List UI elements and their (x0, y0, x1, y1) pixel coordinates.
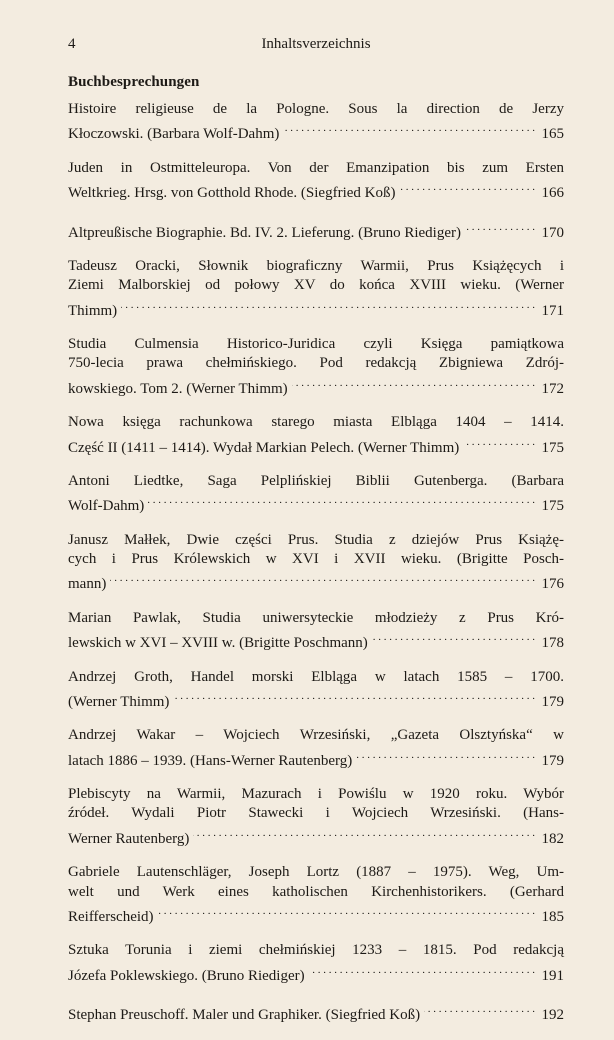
toc-page-number: 179 (541, 752, 564, 769)
toc-entry-last-line (68, 746, 564, 771)
toc-entry-line: Janusz Małłek, Dwie części Prus. Studia z dziejów Prus Książę- (68, 531, 564, 548)
dot-leader (424, 1000, 535, 1019)
toc-entry-text: Wolf-Dahm) (68, 498, 145, 515)
toc-entry-line: Gabriele Lautenschläger, Joseph Lortz (1887 – 1975). Weg, Um- (68, 864, 564, 881)
toc-page-number: 191 (541, 967, 564, 984)
toc-page-number: 170 (541, 224, 564, 241)
page-number: 4 (68, 36, 76, 52)
toc-entry-text: Altpreußische Biographie. Bd. IV. 2. Lieferung. (Bruno Riediger) (68, 224, 461, 241)
dot-leader (463, 433, 535, 452)
toc-entry-text: latach 1886 – 1939. (Hans-Werner Rautenberg) (68, 752, 353, 769)
toc-entry (68, 609, 564, 654)
toc-entry-line: źródeł. Wydali Piotr Stawecki i Wojciech Wrzesiński. (Hans- (68, 805, 564, 822)
toc-entry-last-line (68, 119, 564, 144)
toc-entry-line: welt und Werk eines katholischen Kirchenhistorikers. (Gerhard (68, 883, 564, 900)
toc-entry-last-line (68, 824, 564, 849)
toc-entry-line: Histoire religieuse de la Pologne. Sous la direction de Jerzy (68, 101, 564, 117)
running-title: Inhaltsverzeichnis (261, 36, 371, 52)
toc-entry-line: Juden in Ostmitteleuropa. Von der Emanzipation bis zum Ersten (68, 159, 564, 176)
toc-page-number: 172 (541, 380, 564, 397)
toc-entry-text: kowskiego. Tom 2. (Werner Thimm) (68, 380, 288, 397)
toc-page-number: 175 (541, 498, 564, 515)
toc-entry-last-line (68, 433, 564, 458)
toc-entry-last-line (68, 374, 564, 399)
toc-entry-text: Józefa Poklewskiego. (Bruno Riediger) (68, 967, 305, 984)
section-heading: Buchbesprechungen (68, 74, 200, 90)
toc-page-number: 175 (541, 439, 564, 456)
toc-entry-last-line (68, 1000, 564, 1025)
toc-entry-last-line (68, 491, 564, 516)
toc-entry (68, 1000, 564, 1025)
toc-entry-line: Plebiscyty na Warmii, Mazurach i Powiślu w 1920 roku. Wybór (68, 786, 564, 803)
toc-entry-list (68, 100, 564, 1040)
toc-entry (68, 413, 564, 458)
toc-entry-text: lewskich w XVI – XVIII w. (Brigitte Poschmann) (68, 635, 368, 652)
toc-entry-line: Nowa księga rachunkowa starego miasta Elbląga 1404 – 1414. (68, 414, 564, 431)
toc-entry (68, 159, 564, 204)
toc-entry (68, 941, 564, 986)
dot-leader (309, 961, 535, 980)
toc-entry-line: Antoni Liedtke, Saga Pelplińskiej Biblii Gutenberga. (Barbara (68, 472, 564, 489)
toc-page-number: 179 (541, 693, 564, 710)
toc-page-number: 178 (541, 635, 564, 652)
toc-entry-text: (Werner Thimm) (68, 693, 170, 710)
toc-entry-line: Andrzej Wakar – Wojciech Wrzesiński, „Gazeta Olsztyńska“ w (68, 727, 564, 744)
toc-entry-text: Werner Rautenberg) (68, 830, 190, 847)
toc-entry (68, 472, 564, 517)
toc-entry-line: Studia Culmensia Historico-Juridica czyli Księga pamiątkowa (68, 336, 564, 353)
dot-leader (292, 374, 535, 393)
toc-entry (68, 531, 564, 595)
toc-entry (68, 257, 564, 321)
dot-leader (121, 296, 535, 315)
toc-entry-last-line (68, 178, 564, 203)
toc-entry-text: Stephan Preuschoff. Maler und Graphiker. (Siegfried Koß) (68, 1007, 421, 1024)
running-header (68, 36, 564, 56)
toc-entry-text: mann) (68, 576, 107, 593)
toc-entry-line: Ziemi Malborskiej od połowy XV do końca XVIII wieku. (Werner (68, 277, 564, 294)
toc-entry-last-line (68, 687, 564, 712)
toc-entry-line: Sztuka Torunia i ziemi chełmińskiej 1233 – 1815. Pod redakcją (68, 942, 564, 959)
toc-entry (68, 218, 564, 243)
toc-entry-line: 750-lecia prawa chełmińskiego. Pod redakcją Zbigniewa Zdrój- (68, 355, 564, 372)
toc-page-number: 166 (541, 185, 564, 202)
dot-leader (193, 824, 535, 843)
dot-leader (372, 628, 535, 647)
toc-entry (68, 335, 564, 399)
toc-page-number: 171 (541, 302, 564, 319)
dot-leader (283, 119, 535, 138)
toc-entry (68, 726, 564, 771)
dot-leader (148, 491, 535, 510)
toc-entry-text: Thimm) (68, 302, 118, 319)
dot-leader (356, 746, 535, 765)
toc-entry-last-line (68, 902, 564, 927)
toc-entry-line: Marian Pawlak, Studia uniwersyteckie młodzieży z Prus Kró- (68, 609, 564, 626)
dot-leader (173, 687, 535, 706)
toc-page-number: 182 (541, 830, 564, 847)
toc-entry-last-line (68, 961, 564, 986)
toc-entry-text: Weltkrieg. Hrsg. von Gotthold Rhode. (Siegfried Koß) (68, 185, 396, 202)
toc-page-number: 185 (541, 908, 564, 925)
dot-leader (465, 218, 535, 237)
toc-entry-last-line (68, 628, 564, 653)
dot-leader (110, 569, 535, 588)
toc-page-number: 192 (541, 1007, 564, 1024)
toc-entry (68, 785, 564, 849)
toc-entry-last-line (68, 218, 564, 243)
toc-entry-line: Andrzej Groth, Handel morski Elbląga w latach 1585 – 1700. (68, 668, 564, 685)
toc-entry (68, 668, 564, 713)
toc-entry (68, 100, 564, 145)
toc-entry-line: cych i Prus Królewskich w XVI i XVII wieku. (Brigitte Posch- (68, 551, 564, 568)
toc-page-number: 176 (541, 576, 564, 593)
toc-entry-last-line (68, 296, 564, 321)
toc-entry-last-line (68, 569, 564, 594)
toc-entry-text: Część II (1411 – 1414). Wydał Markian Pelech. (Werner Thimm) (68, 439, 460, 456)
toc-entry-line: Tadeusz Oracki, Słownik biograficzny Warmii, Prus Książęcych i (68, 258, 564, 275)
dot-leader (400, 178, 536, 197)
toc-entry-text: Reifferscheid) (68, 908, 154, 925)
toc-entry-text: Kłoczowski. (Barbara Wolf-Dahm) (68, 126, 280, 143)
toc-entry (68, 863, 564, 927)
toc-page-number: 165 (541, 126, 564, 143)
dot-leader (158, 902, 535, 921)
